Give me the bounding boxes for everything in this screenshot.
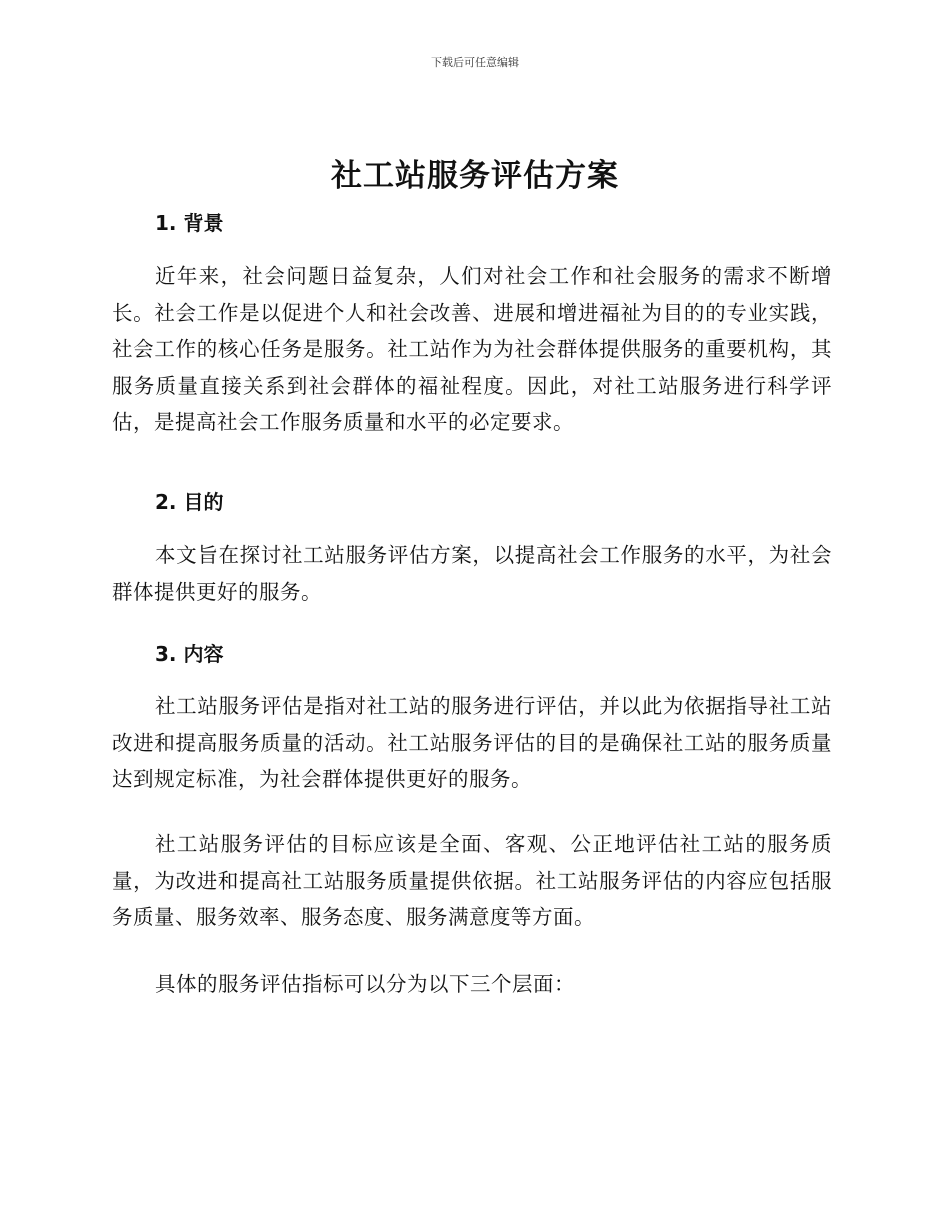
- section-heading-background: 1. 背景: [155, 211, 224, 235]
- section-heading-content: 3. 内容: [155, 642, 224, 666]
- paragraph-purpose: 本文旨在探讨社工站服务评估方案，以提高社会工作服务的水平，为社会群体提供更好的服务。: [112, 543, 832, 604]
- document-title: 社工站服务评估方案: [331, 158, 619, 194]
- page-header: 下载后可任意编辑: [431, 56, 519, 69]
- paragraph-background: 近年来，社会问题日益复杂，人们对社会工作和社会服务的需求不断增长。社会工作是以促进个人和社会改善、进展和增进福祉为目的的专业实践，社会工作的核心任务是服务。社工站作为为社会群体提供服务的重要机构，其服务质量直接关系到社会群体的福祉程度。因此，对社工站服务进行科学评估，是提高社会工作服务质量和水平的必定要求。: [112, 264, 832, 434]
- paragraph-content-1: 社工站服务评估是指对社工站的服务进行评估，并以此为依据指导社工站改进和提高服务质量的活动。社工站服务评估的目的是确保社工站的服务质量达到规定标准，为社会群体提供更好的服务。: [112, 694, 832, 791]
- section-heading-purpose: 2. 目的: [155, 490, 224, 514]
- paragraph-content-3: 具体的服务评估指标可以分为以下三个层面：: [155, 972, 575, 996]
- paragraph-content-2: 社工站服务评估的目标应该是全面、客观、公正地评估社工站的服务质量，为改进和提高社工站服务质量提供依据。社工站服务评估的内容应包括服务质量、服务效率、服务态度、服务满意度等方面。: [112, 832, 832, 929]
